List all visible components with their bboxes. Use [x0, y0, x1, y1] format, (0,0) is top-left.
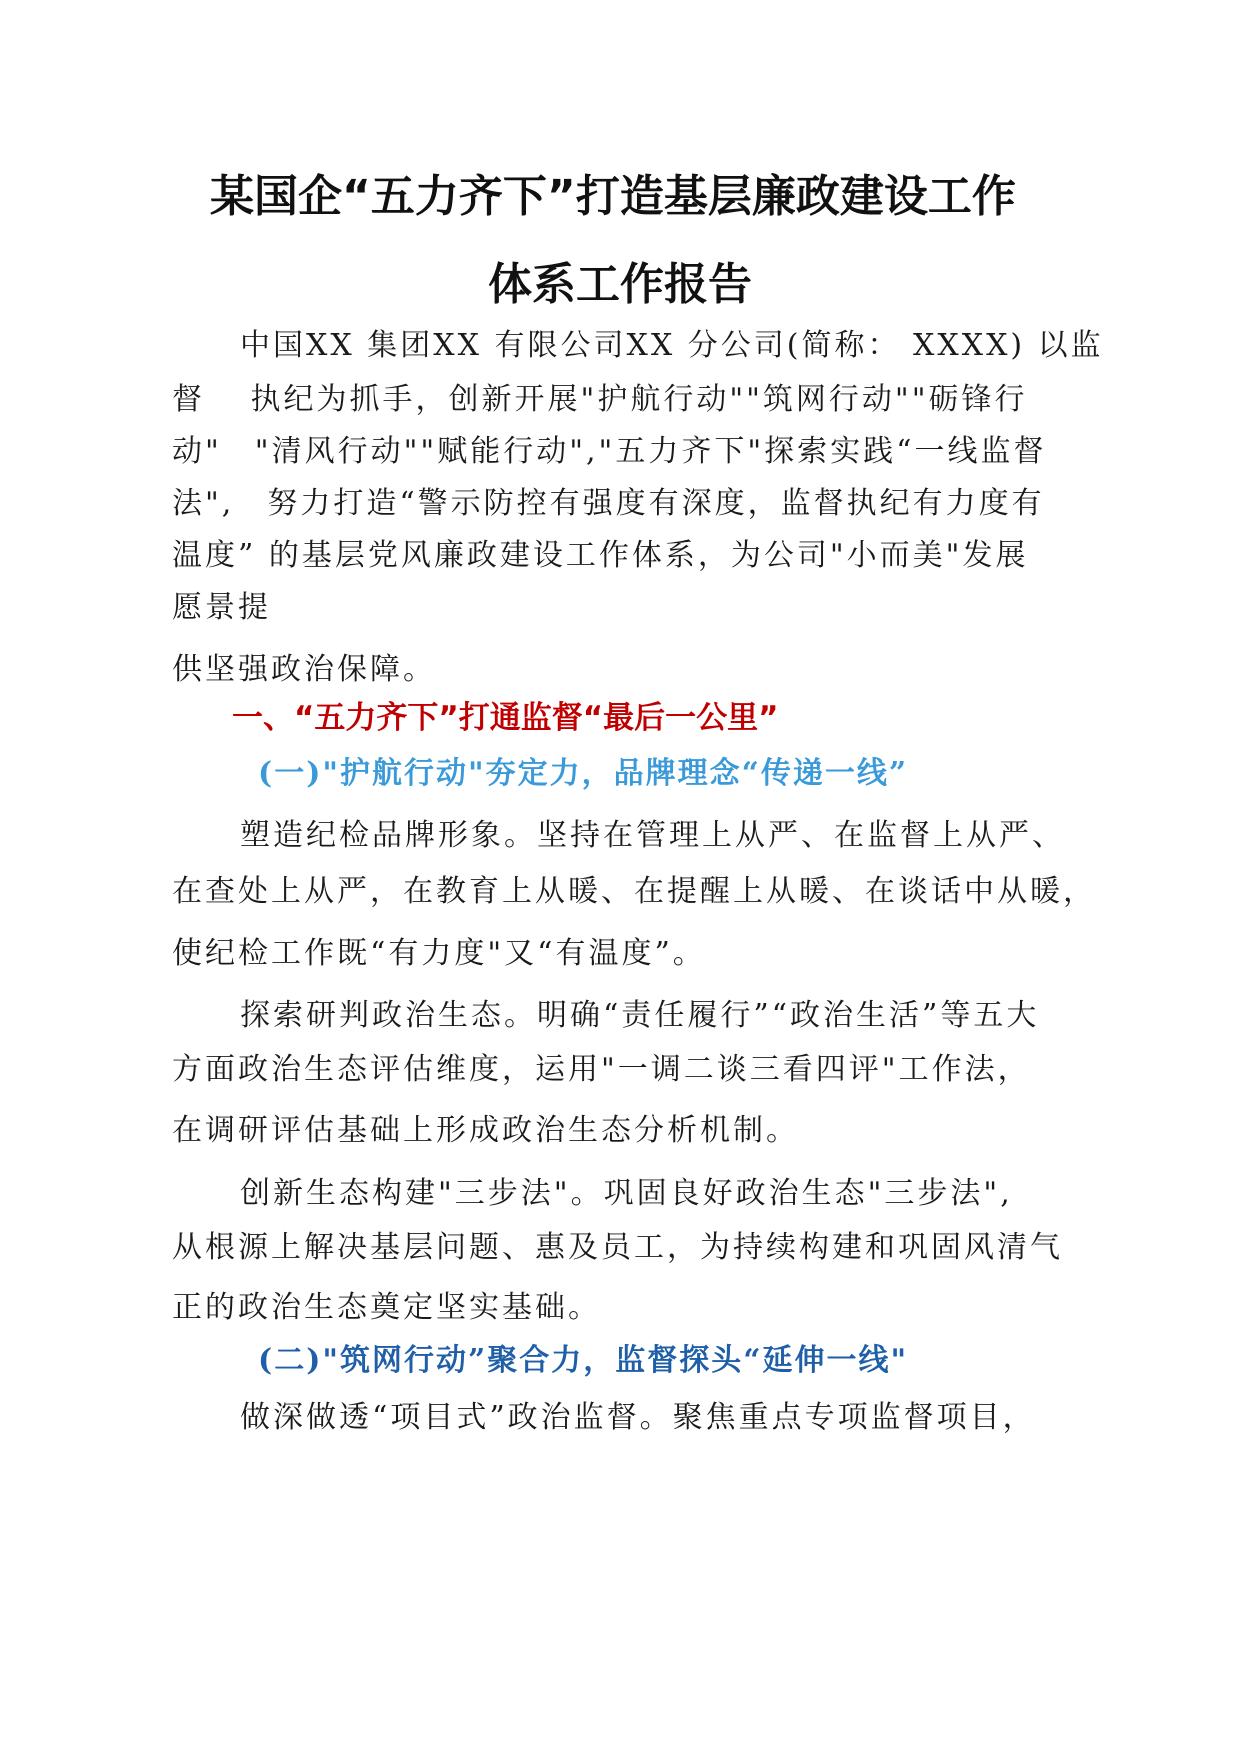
intro-line: 中国XX 集团XX 有限公司XX 分公司(简称： XXXX) 以监 — [240, 328, 1104, 363]
subsection-heading: (二)"筑网行动”聚合力，监督探头“延伸一线" — [258, 1343, 909, 1378]
paragraph-line: 塑造纪检品牌形象。坚持在管理上从严、在监督上从严、 — [240, 818, 1065, 853]
document-title-line-1: 某国企“五力齐下”打造基层廉政建设工作 — [210, 171, 1016, 222]
paragraph-line: 使纪检工作既“有力度"又“有温度”。 — [172, 936, 706, 971]
paragraph-line: 正的政治生态奠定坚实基础。 — [172, 1290, 601, 1325]
intro-line: 动" "清风行动""赋能行动","五力齐下"探索实践“一线监督 — [172, 434, 1047, 469]
intro-line: 督 执纪为抓手，创新开展"护航行动""筑网行动""砺锋行 — [172, 382, 1028, 417]
paragraph-line: 方面政治生态评估维度，运用"一调二谈三看四评"工作法， — [172, 1052, 1031, 1087]
section-heading: 一、“五力齐下”打通监督“最后一公里” — [232, 700, 779, 736]
intro-line: 温度” 的基层党风廉政建设工作体系，为公司"小而美"发展 — [172, 538, 1029, 573]
document-title-line-2: 体系工作报告 — [488, 259, 752, 310]
paragraph-line: 做深做透“项目式”政治监督。聚焦重点专项监督项目， — [240, 1400, 1036, 1435]
paragraph-line: 在调研评估基础上形成政治生态分析机制。 — [172, 1113, 799, 1148]
subsection-heading: (一)"护航行动"夯定力，品牌理念“传递一线” — [258, 756, 909, 791]
paragraph-line: 在查处上从严，在教育上从暖、在提醒上从暖、在谈话中从暖， — [172, 874, 1096, 909]
intro-line: 供坚强政治保障。 — [172, 652, 436, 687]
paragraph-line: 探索研判政治生态。明确“责任履行”“政治生活”等五大 — [240, 998, 1040, 1033]
intro-line: 法", 努力打造“警示防控有强度有深度，监督执纪有力度有 — [172, 486, 1045, 521]
paragraph-line: 从根源上解决基层问题、惠及员工，为持续构建和巩固风清气 — [172, 1230, 1063, 1265]
paragraph-line: 创新生态构建"三步法"。巩固良好政治生态"三步法", — [240, 1176, 1013, 1211]
intro-line: 愿景提 — [172, 590, 271, 625]
